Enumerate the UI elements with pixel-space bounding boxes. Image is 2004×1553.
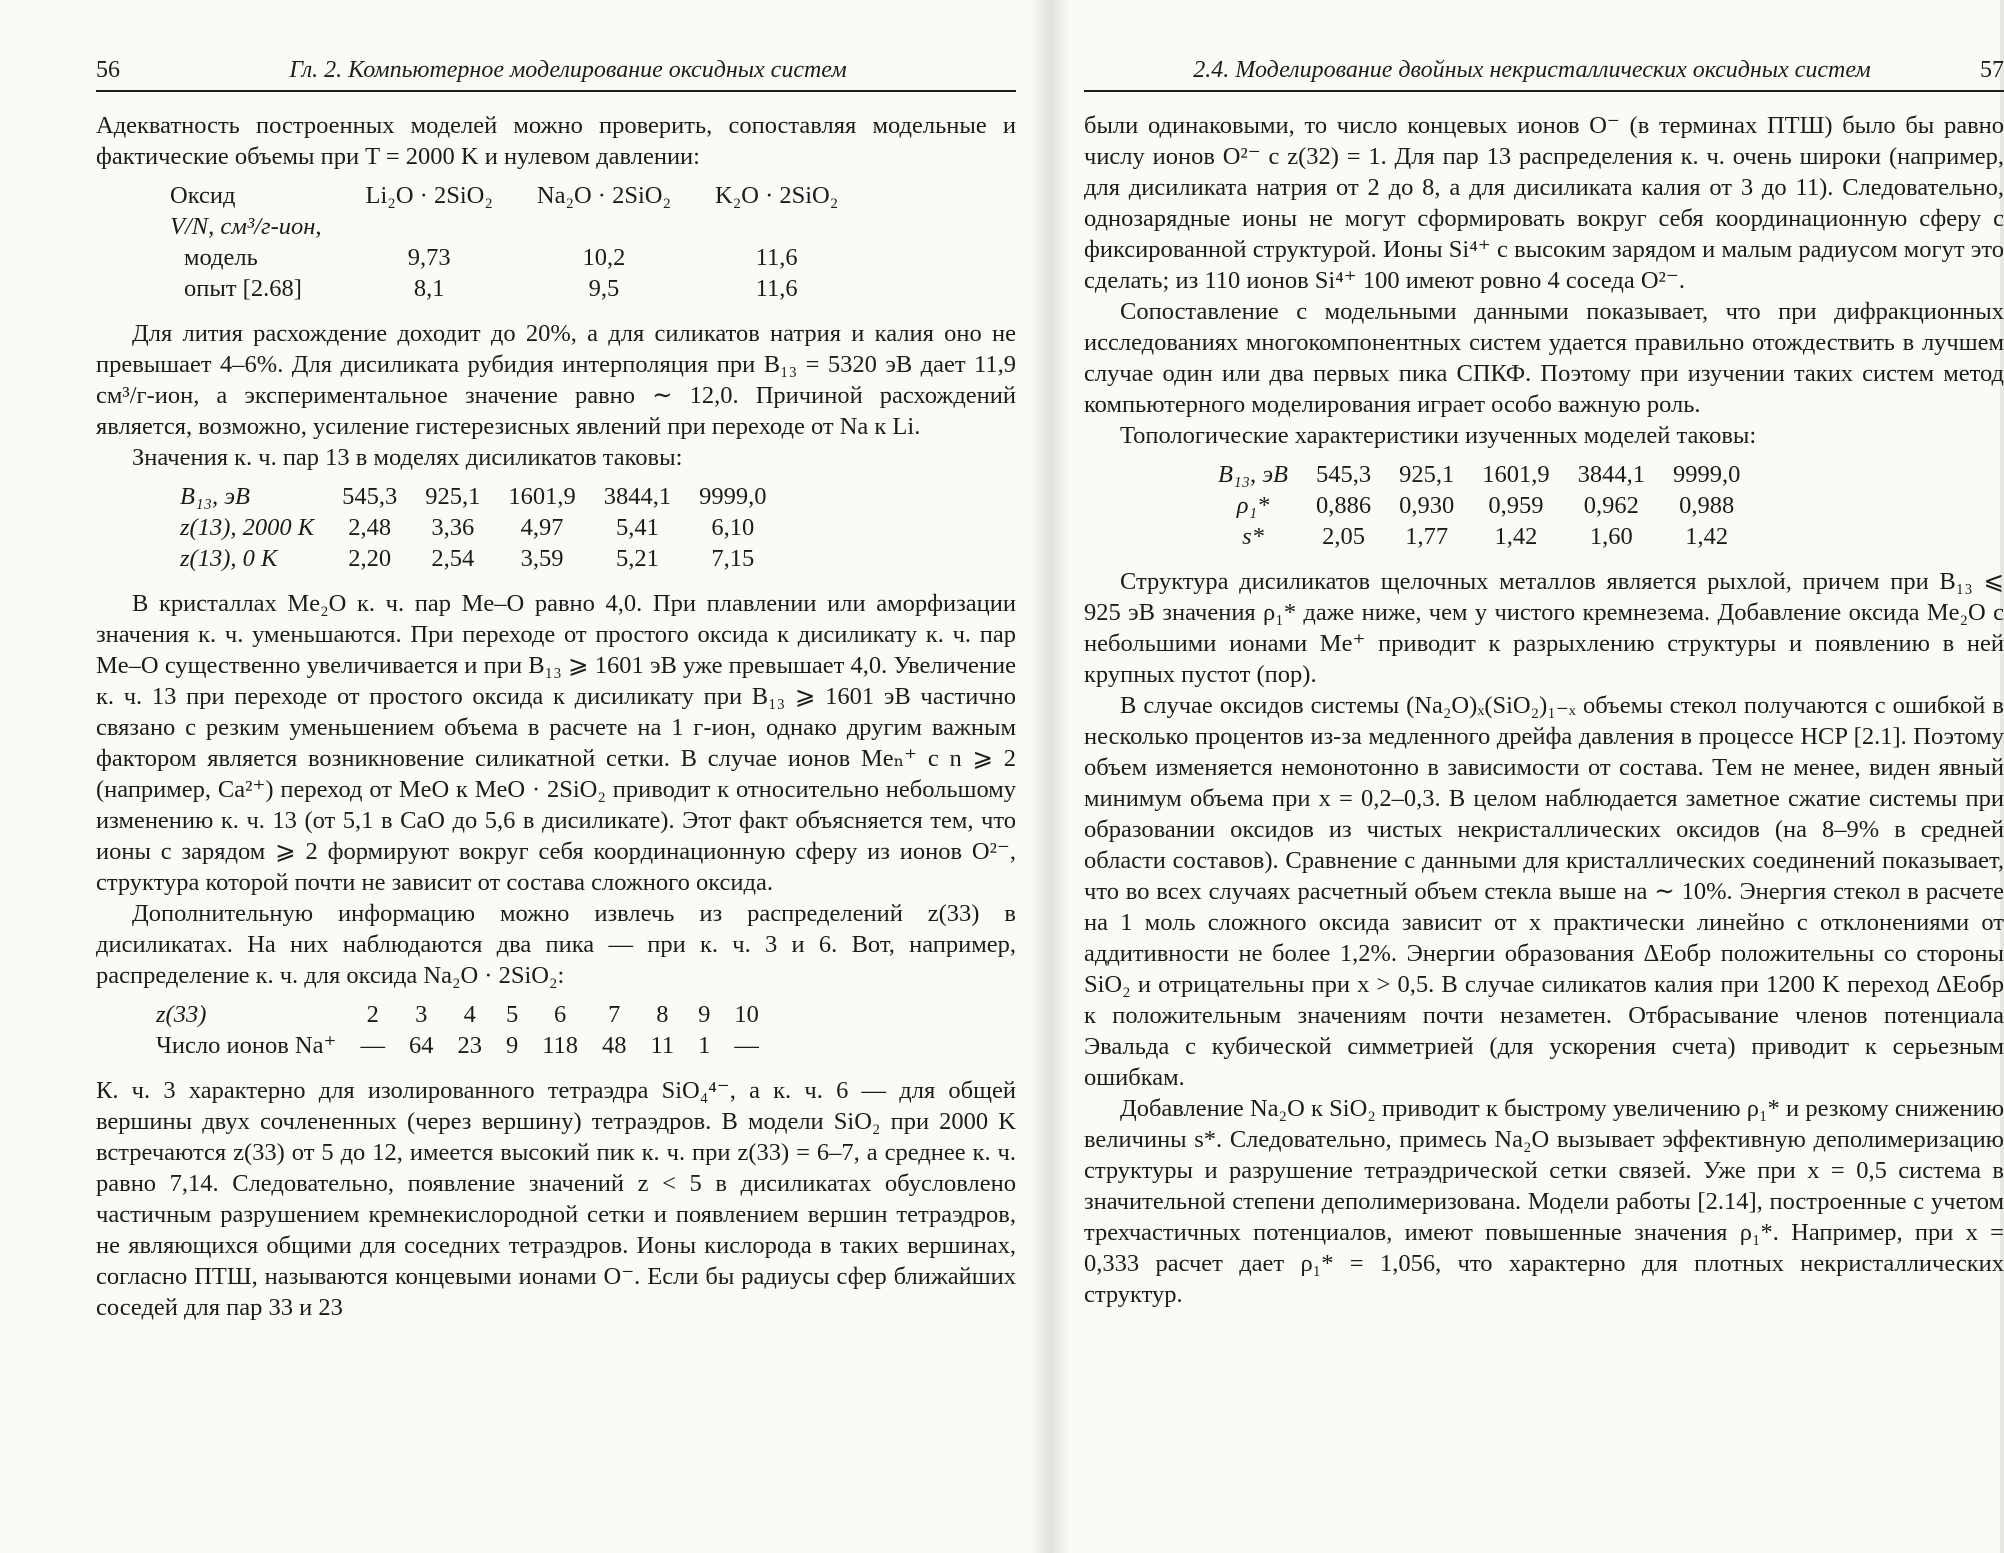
right-header-title: 2.4. Моделирование двойных некристаллических оксидных систем — [1193, 57, 1871, 83]
right-running-header — [1084, 55, 2004, 92]
left-header-title: Гл. 2. Компьютерное моделирование оксидных систем — [289, 57, 847, 83]
left-paragraph-1: Адекватность построенных моделей можно проверить, сопоставляя модельные и фактические объемы при T = 2000 K и нулевом давлении: — [96, 112, 1016, 170]
table-cell: 10 — [734, 1001, 759, 1028]
distribution-table — [144, 999, 771, 1061]
right-paragraph-5: В случае оксидов системы (Na₂O)ₓ(SiO₂)₁₋ₓ объемы стекол получаются с ошибкой в несколько процентов из-за медленного дрейфа давления в процессе HCP [2.1]. Поэтому объем изменяется немонотонно в зависимости от состава. Тем не менее, виден явный минимум объема при x = 0,2–0,3. В целом наблюдается заметное сжатие системы при образовании оксидов из чистых некристаллических оксидов (на 8–9% в средней области составов). Сравнение с данными для кристаллических соединений показывает, что во всех случаях расчетный объем стекла выше на ∼ 10%. Энергия стекол в расчете на 1 моль сложного оксида зависит от x практически линейно с отклонениями от аддитивности не более 1,2%. Энергии образования ΔEобр положительны со стороны SiO₂ и отрицательны при x > 0,5. В случае силикатов калия при 1200 K переход ΔEобр к положительным значениям почти незаметен. Отбрасывание членов потенциала Эвальда с кубической симметрией (для ускорения счета) приводит к серьезным ошибкам. — [1084, 692, 2004, 1091]
table-cell: B₁₃, эВ — [1218, 461, 1289, 488]
table-row — [166, 512, 780, 543]
table-cell: 0,962 — [1583, 492, 1639, 519]
table-cell: 1,42 — [1685, 523, 1729, 550]
right-page — [1084, 55, 2004, 1310]
table-cell: 9 — [505, 1032, 519, 1059]
table-cell: ρ₁* — [1236, 492, 1270, 519]
table-cell: 2 — [366, 1001, 379, 1028]
left-running-header — [96, 55, 1016, 92]
left-paragraph-3: Значения к. ч. пар 13 в моделях дисиликатов таковы: — [132, 444, 683, 471]
table-cell: 1,77 — [1405, 523, 1449, 550]
left-paragraph-6: К. ч. 3 характерно для изолированного тетраэдра SiO₄⁴⁻, а к. ч. 6 — для общей вершины двух сочлененных (через вершину) тетраэдров. В модели SiO₂ при 2000 K встречаются z(33) от 5 до 12, имеется высокий пик к. ч. при z(33) = 6–7, а среднее к. ч. равно 7,14. Следовательно, появление значений z < 5 в дисиликатах обусловлено частичным разрушением кремнекислородной сетки и появлением вершин тетраэдров, не являющихся общими для соседних тетраэдров. Ионы кислорода в таких вершинах, согласно ПТШ, называются концевыми ионами O⁻. Если бы радиусы сфер ближайших соседей для пар 33 и 23 — [96, 1077, 1016, 1321]
table-cell: 11,6 — [755, 275, 798, 302]
table-cell: 64 — [408, 1032, 434, 1059]
table-cell: 118 — [542, 1032, 579, 1059]
table-cell: 2,54 — [431, 545, 475, 572]
table-cell: z(13), 2000 K — [180, 514, 315, 541]
table-row — [1204, 490, 1754, 521]
volume-table — [148, 180, 860, 304]
table-cell: 3,36 — [431, 514, 475, 541]
table-cell: 2,05 — [1322, 523, 1366, 550]
table-cell: V/N, см³/г-ион, — [170, 213, 322, 240]
table-cell: 23 — [457, 1032, 482, 1059]
table-row — [148, 211, 860, 242]
table-cell: 11 — [650, 1032, 675, 1059]
topology-table — [1204, 459, 1754, 552]
table-cell: z(33) — [156, 1001, 207, 1028]
table-cell: 9,73 — [407, 244, 451, 271]
left-paragraph-5: Дополнительную информацию можно извлечь из распределений z(33) в дисиликатах. На них наблюдаются два пика — при к. ч. 3 и 6. Вот, например, распределение к. ч. для оксида Na₂O · 2SiO₂: — [96, 900, 1016, 989]
book-gutter — [1030, 0, 1070, 1553]
table-cell: 9 — [698, 1001, 711, 1028]
table-cell: 11,6 — [755, 244, 798, 271]
table-cell: 5,41 — [615, 514, 659, 541]
right-paragraph-6: Добавление Na₂O к SiO₂ приводит к быстрому увеличению ρ₁* и резкому снижению величины s*. Следовательно, примесь Na₂O вызывает эффективную деполимеризацию структуры и разрушение тетраэдрической сетки связей. Уже при x = 0,5 система в значительной степени деполимеризована. Модели работы [2.14], построенные с учетом трехчастичных потенциалов, имеют повышенные значения ρ₁*. Например, при x = 0,333 расчет дает ρ₁* = 1,056, что характерно для плотных некристаллических структур. — [1084, 1095, 2004, 1308]
left-paragraph-4: В кристаллах Me₂O к. ч. пар Me–O равно 4,0. При плавлении или аморфизации значения к. ч. уменьшаются. При переходе от простого оксида к дисиликату к. ч. пар Me–O существенно увеличивается и при B₁₃ ⩾ 1601 эВ уже превышает 4,0. Увеличение к. ч. 13 при переходе от простого оксида к дисиликату при B₁₃ ⩾ 1601 эВ частично связано с резким уменьшением объема в расчете на 1 г-ион, однако другим важным фактором является возникновение силикатной сетки. В случае ионов Meₙ⁺ с n ⩾ 2 (например, Ca²⁺) переход от MeO к MeO · 2SiO₂ приводит к относительно небольшому изменению к. ч. 13 (от 5,1 в CaO до 5,6 в дисиликате). Этот факт объясняется тем, что ионы с зарядом ⩾ 2 формируют вокруг себя координационную сферу из ионов O²⁻, структура которой почти не зависит от состава сложного оксида. — [96, 590, 1016, 896]
table-cell: s* — [1242, 523, 1264, 550]
table-cell: 3,59 — [520, 545, 564, 572]
table-cell: 545,3 — [342, 483, 398, 510]
table-cell: 0,959 — [1488, 492, 1544, 519]
table-row — [148, 273, 860, 304]
table-cell: 1,42 — [1494, 523, 1538, 550]
table-row — [148, 180, 860, 211]
table-cell: 9999,0 — [1673, 461, 1741, 488]
table-cell: z(13), 0 K — [180, 545, 278, 572]
table-cell: 48 — [602, 1032, 627, 1059]
table-cell: 2,48 — [348, 514, 392, 541]
table-cell: 4 — [463, 1001, 476, 1028]
table-cell: 3844,1 — [1577, 461, 1646, 488]
table-cell: 1601,9 — [1482, 461, 1550, 488]
table-row — [1204, 521, 1754, 552]
table-cell: 1601,9 — [508, 483, 576, 510]
table-cell: 1,60 — [1589, 523, 1633, 550]
table-cell: 3 — [415, 1001, 428, 1028]
table-cell: 4,97 — [520, 514, 564, 541]
table-cell: 10,2 — [582, 244, 626, 271]
right-page-number: 57 — [1979, 57, 2004, 83]
table-row — [144, 999, 771, 1030]
table-cell: 545,3 — [1316, 461, 1372, 488]
table-cell: Оксид — [170, 182, 236, 209]
table-cell: Li₂O · 2SiO₂ — [365, 182, 493, 209]
table-cell: 9,5 — [588, 275, 620, 302]
table-cell: 9999,0 — [699, 483, 767, 510]
table-cell: Число ионов Na⁺ — [156, 1032, 337, 1059]
coordination-table — [166, 481, 780, 574]
right-paragraph-1: были одинаковыми, то число концевых ионов O⁻ (в терминах ПТШ) было бы равно числу ионов O²⁻ с z(32) = 1. Для пар 13 распределения к. ч. очень широки (например, для дисиликата натрия от 2 до 8, а для дисиликата калия от 3 до 11). Следовательно, однозарядные ионы не могут сформировать вокруг себя координационную сферу с фиксированной структурой. Ионы Si⁴⁺ с высоким зарядом и малым радиусом могут это сделать; из 110 ионов Si⁴⁺ 100 имеют ровно 4 соседа O²⁻. — [1084, 112, 2004, 294]
table-row — [166, 481, 780, 512]
table-cell: 1 — [698, 1032, 711, 1059]
table-cell: модель — [184, 244, 258, 271]
table-cell: 7,15 — [711, 545, 755, 572]
table-row — [166, 543, 780, 574]
table-cell: 3844,1 — [603, 483, 672, 510]
table-row — [1204, 459, 1754, 490]
table-cell: — — [734, 1032, 759, 1059]
table-cell: 8,1 — [413, 275, 445, 302]
left-paragraph-2: Для лития расхождение доходит до 20%, а для силикатов натрия и калия оно не превышает 4–6%. Для дисиликата рубидия интерполяция при B₁₃ = 5320 эВ дает 11,9 см³/г-ион, а экспериментальное значение равно ∼ 12,0. Причиной расхождений является, возможно, усиление гистерезисных явлений при переходе от Na к Li. — [96, 320, 1016, 440]
table-cell: 5 — [505, 1001, 519, 1028]
table-cell: 6 — [553, 1001, 567, 1028]
table-cell: 8 — [656, 1001, 669, 1028]
right-paragraph-2: Сопоставление с модельными данными показывает, что при дифракционных исследованиях многокомпонентных систем удается правильно отождествить в лучшем случае один или два первых пика СПКФ. Поэтому при изучении таких систем метод компьютерного моделирования играет особо важную роль. — [1084, 298, 2004, 418]
table-cell: 5,21 — [615, 545, 659, 572]
table-cell: 7 — [608, 1001, 621, 1028]
table-row — [148, 242, 860, 273]
left-page — [96, 55, 1016, 1323]
table-cell: 925,1 — [425, 483, 481, 510]
table-cell: 0,886 — [1316, 492, 1372, 519]
table-cell: 0,988 — [1679, 492, 1735, 519]
table-row — [144, 1030, 771, 1061]
table-cell: — — [360, 1032, 385, 1059]
table-cell: K₂O · 2SiO₂ — [715, 182, 839, 209]
table-cell: Na₂O · 2SiO₂ — [536, 182, 672, 209]
table-cell: опыт [2.68] — [184, 275, 302, 302]
right-paragraph-4: Структура дисиликатов щелочных металлов является рыхлой, причем при B₁₃ ⩽ 925 эВ значения ρ₁* даже ниже, чем у чистого кремнезема. Добавление оксида Me₂O с небольшими ионами Me⁺ приводит к разрыхлению структуры и появлению в ней крупных пустот (пор). — [1084, 568, 2004, 688]
table-cell: 0,930 — [1399, 492, 1455, 519]
table-cell: 6,10 — [711, 514, 755, 541]
left-page-number: 56 — [96, 57, 120, 83]
table-cell: B₁₃, эВ — [180, 483, 251, 510]
table-cell: 925,1 — [1399, 461, 1455, 488]
table-cell: 2,20 — [348, 545, 392, 572]
right-paragraph-3: Топологические характеристики изученных моделей таковы: — [1120, 422, 1757, 449]
